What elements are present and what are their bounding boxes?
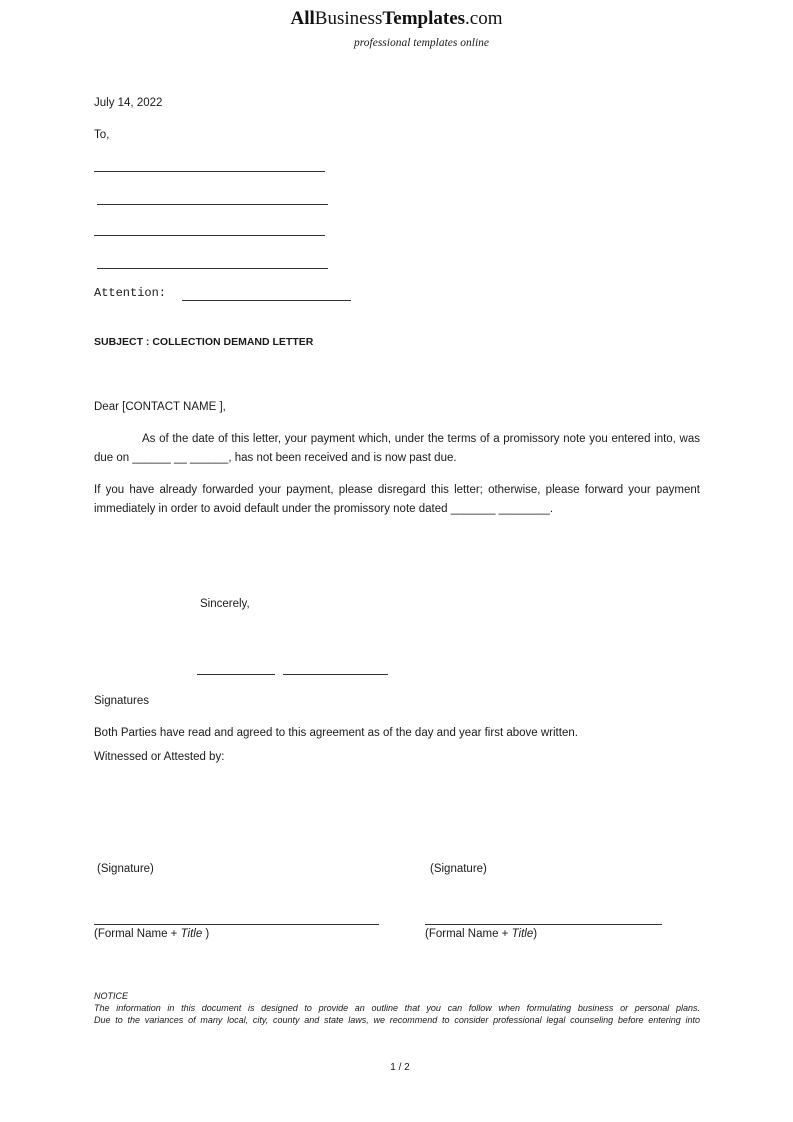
brand-all: All [290, 8, 315, 29]
agreement-text: Both Parties have read and agreed to this agreement as of the day and year first above written. [94, 727, 578, 739]
para2-text-a: If you have already forwarded your payment, please disregard this letter; otherwise, please forward your payment immediately in order to avoid default under the promissory note dated [94, 484, 700, 515]
signature-label-left: (Signature) [97, 863, 154, 875]
signature-label-right: (Signature) [430, 863, 487, 875]
para1-text-a: As of the date of this letter, your payment which, under the terms of a promissory note you entered into, was due on [94, 433, 700, 464]
body-paragraph-1 [94, 430, 700, 467]
notice-line-2: Due to the variances of many local, city, county and state laws, we recommend to consider professional legal counseling before entering into [94, 1015, 700, 1025]
formal-name-title: Title [511, 928, 534, 940]
address-line-1 [94, 171, 325, 172]
letter-date: July 14, 2022 [94, 97, 163, 109]
para2-text-b: . [549, 502, 554, 515]
notice-block [94, 990, 700, 1026]
signatures-heading: Signatures [94, 695, 149, 707]
page-indicator: 1 / 2 [390, 1062, 410, 1073]
address-line-4 [97, 268, 328, 269]
formal-name-title: Title [180, 928, 203, 940]
closing: Sincerely, [200, 598, 250, 610]
note-date-blank: _______ ________ [450, 502, 550, 515]
subject-line: SUBJECT : COLLECTION DEMAND LETTER [94, 336, 314, 348]
body-paragraph-2 [94, 481, 700, 518]
witness-text: Witnessed or Attested by: [94, 751, 225, 763]
due-date-blank: ______ __ ______ [132, 451, 229, 464]
formal-name-left [94, 925, 209, 943]
notice-heading: NOTICE [94, 991, 129, 1001]
brand-business: Business [314, 8, 383, 29]
brand-logo-text [0, 8, 793, 30]
attention-line [182, 300, 351, 301]
to-label: To, [94, 129, 110, 141]
para1-text-b: , has not been received and is now past due. [228, 451, 457, 464]
brand-templates: Templates [382, 8, 466, 29]
sender-signature-line-2 [283, 674, 388, 675]
formal-name-prefix: (Formal Name + [94, 928, 181, 940]
formal-name-right [425, 925, 537, 943]
formal-name-suffix: ) [533, 928, 538, 940]
sender-signature-line-1 [197, 674, 275, 675]
salutation: Dear [CONTACT NAME ], [94, 401, 226, 413]
brand-tagline: professional templates online [353, 37, 489, 49]
formal-name-suffix: ) [202, 928, 210, 940]
brand-domain: .com [465, 8, 503, 29]
address-line-2 [97, 204, 328, 205]
attention-label: Attention: [94, 286, 167, 300]
notice-line-1: The information in this document is designed to provide an outline that you can follow when formulating business or personal plans. [94, 1003, 700, 1013]
formal-name-prefix: (Formal Name + [425, 928, 512, 940]
address-line-3 [94, 235, 325, 236]
